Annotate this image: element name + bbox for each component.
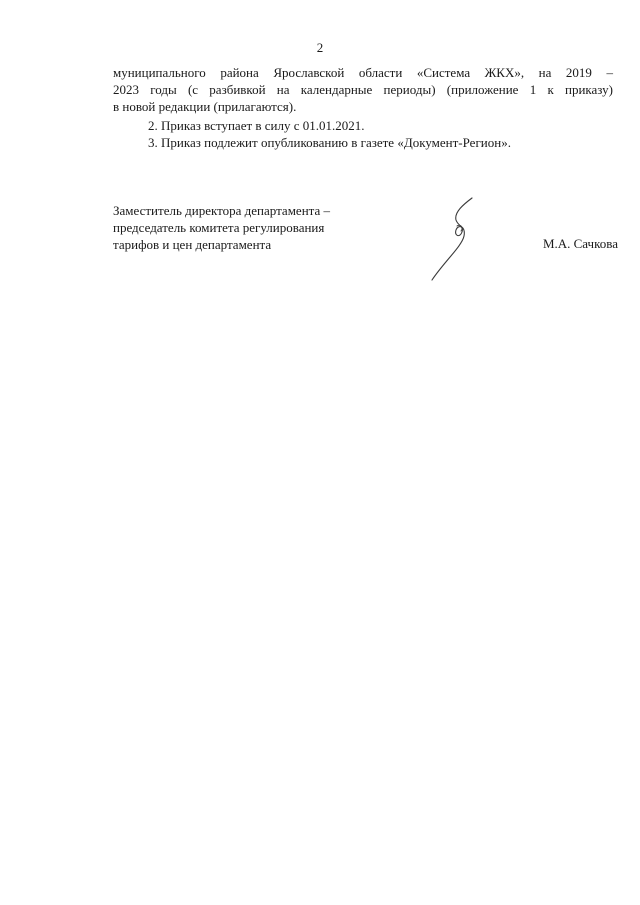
- paragraph-line: 2023 годы (с разбивкой на календарные периоды) (приложение 1 к приказу): [113, 82, 613, 97]
- position-line: тарифов и цен департамента: [113, 237, 272, 252]
- paragraph-line: в новой редакции (прилагаются).: [113, 99, 297, 114]
- signer-name: М.А. Сачкова: [542, 236, 618, 251]
- page-number: 2: [316, 40, 324, 55]
- paragraph-line: муниципального района Ярославской области «Система ЖКХ», на 2019 –: [113, 65, 613, 80]
- item-3-paragraph: 3. Приказ подлежит опубликованию в газете «Документ-Регион».: [148, 135, 511, 150]
- signer-position: [113, 202, 330, 253]
- signature-icon: [424, 196, 484, 286]
- position-line: председатель комитета регулирования: [113, 220, 325, 235]
- item-2-paragraph: 2. Приказ вступает в силу с 01.01.2021.: [148, 118, 365, 133]
- continued-paragraph: [113, 64, 613, 115]
- position-line: Заместитель директора департамента –: [113, 203, 331, 218]
